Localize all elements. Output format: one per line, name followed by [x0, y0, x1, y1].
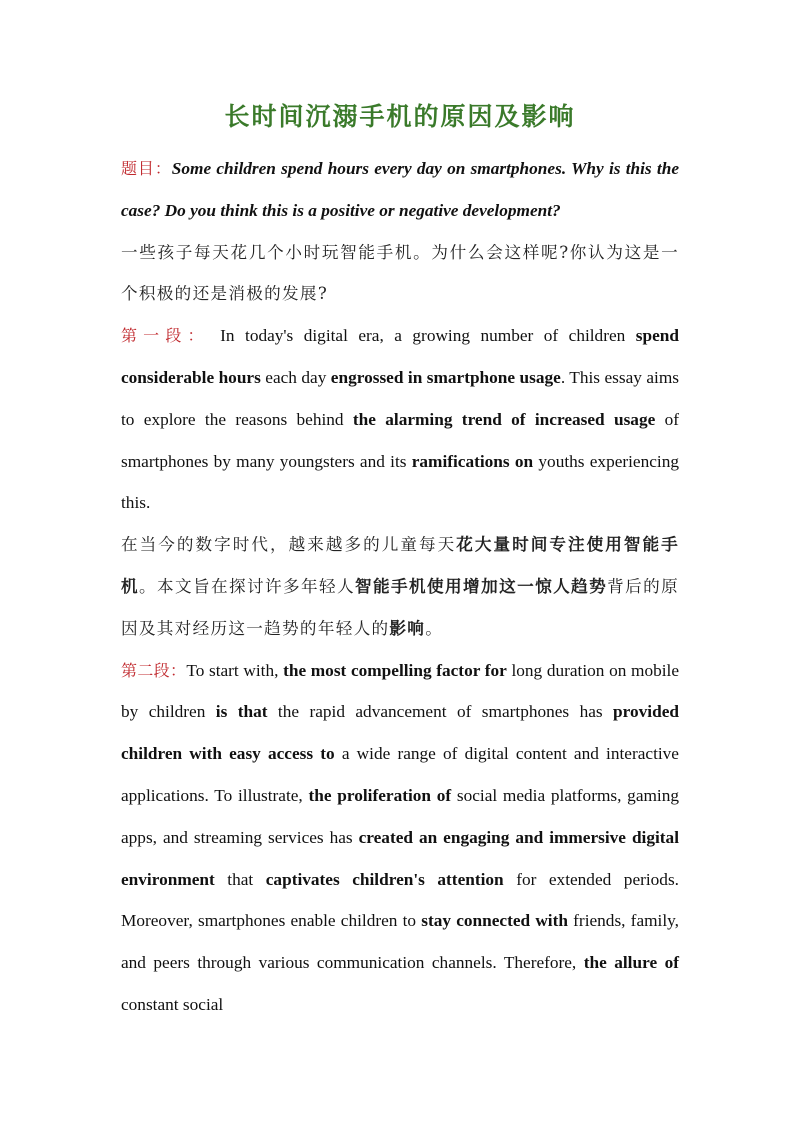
bold-phrase: 影响	[389, 617, 426, 638]
text-run: long duration on mobile by children	[121, 660, 679, 722]
bold-phrase: the allure of	[583, 953, 679, 973]
document-page	[121, 96, 679, 1026]
text-run: youths experiencing this.	[121, 451, 679, 513]
bold-phrase: 花大量时间专注使用智能手机	[121, 534, 679, 596]
text-run: that	[214, 869, 266, 889]
paragraph-1-chinese	[121, 524, 679, 649]
text-run: of smartphones by many youngsters and its	[121, 409, 679, 471]
text-run: for extended periods. Moreover, smartphones enable children to	[121, 869, 679, 931]
bold-phrase: captivates children's attention	[265, 869, 504, 889]
bold-phrase: the proliferation of	[308, 785, 452, 805]
bold-phrase: the alarming trend of increased usage	[352, 409, 656, 429]
text-run: the rapid advancement of smartphones has	[267, 702, 614, 722]
topic-translation: 一些孩子每天花几个小时玩智能手机。为什么会这样呢?你认为这是一个积极的还是消极的发展?	[121, 242, 679, 304]
page-title: 长时间沉溺手机的原因及影响	[224, 102, 576, 131]
bold-phrase: stay connected with	[421, 911, 568, 931]
bold-phrase: is that	[215, 702, 268, 722]
text-run: 。本文旨在探讨许多年轻人	[139, 576, 356, 596]
bold-phrase: the most compelling factor for	[283, 660, 507, 680]
text-run: In today's digital era, a growing number of children	[209, 326, 636, 346]
bold-phrase: created an engaging and immersive digital environment	[121, 827, 679, 889]
text-run: 背后的原因及其对经历这一趋势的年轻人的	[121, 576, 679, 638]
text-run: . This essay aims to explore the reasons behind	[121, 367, 679, 429]
topic-prompt: Some children spend hours every day on smartphones. Why is this the case? Do you think this is a positive or negative development?	[121, 159, 679, 220]
text-run: a wide range of digital content and interactive applications. To illustrate,	[121, 744, 679, 805]
bold-phrase: 智能手机使用增加这一惊人趋势	[355, 575, 608, 596]
paragraph-1-english	[121, 315, 679, 524]
paragraph-2-english	[121, 650, 679, 1026]
text-run: each day	[260, 367, 331, 387]
text-run: To start with,	[186, 660, 284, 680]
paragraph-2-label: 第二段：	[121, 660, 187, 680]
text-run: constant social	[121, 994, 224, 1014]
topic-label: 题目：	[121, 159, 172, 178]
bold-phrase: engrossed in smartphone usage	[330, 367, 561, 387]
topic-paragraph	[121, 148, 679, 232]
text-run: 。	[425, 618, 444, 638]
text-run: 在当今的数字时代，越来越多的儿童每天	[121, 535, 457, 555]
bold-phrase: provided children with easy access to	[121, 702, 679, 764]
bold-phrase: spend considerable hours	[121, 326, 679, 387]
text-run: friends, family, and peers through various communication channels. Therefore,	[121, 911, 679, 973]
bold-phrase: ramifications on	[411, 451, 534, 471]
text-run: social media platforms, gaming apps, and streaming services has	[121, 785, 680, 847]
paragraph-1-label: 第一段：	[121, 326, 210, 346]
